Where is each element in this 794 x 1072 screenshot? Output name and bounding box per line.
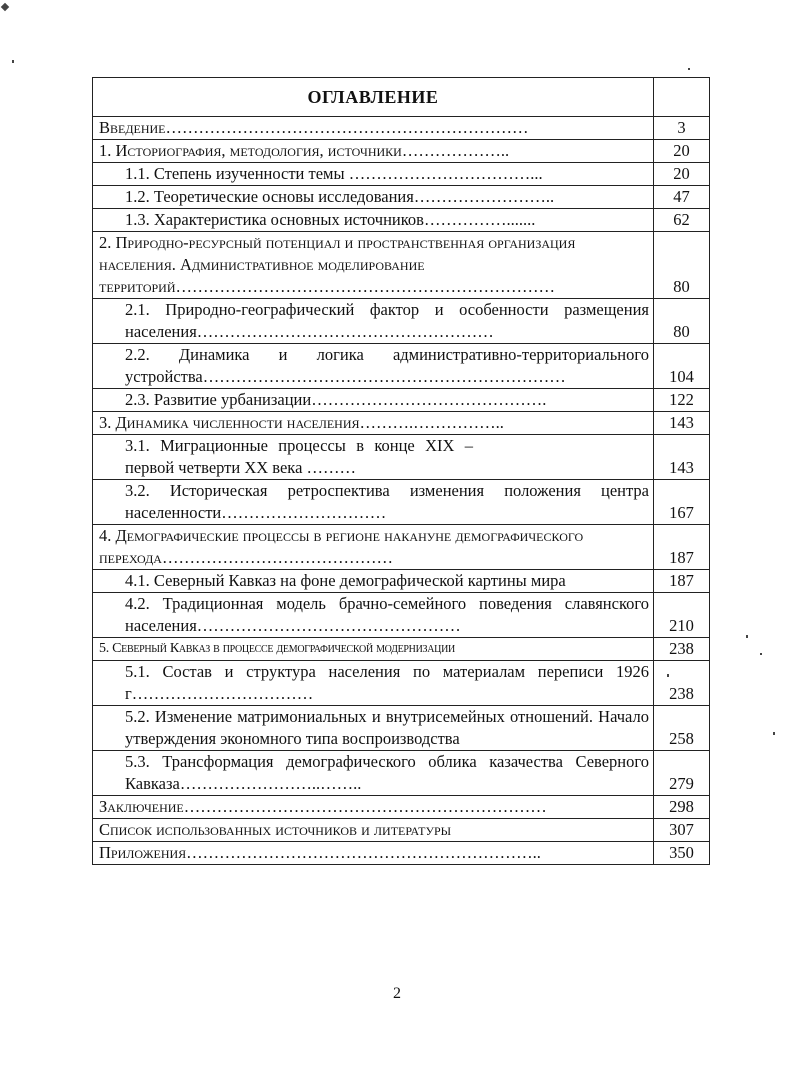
toc-entry-section-3-1: 3.1. Миграционные процессы в конце XIX – первой четверти XX века ……… (93, 435, 654, 480)
toc-entry-section-1-1: 1.1. Степень изученности темы ……………………………... (93, 163, 654, 186)
toc-heading-page-cell (654, 78, 710, 117)
toc-row (93, 480, 710, 525)
toc-row (93, 435, 710, 480)
toc-row (93, 163, 710, 186)
toc-page-number: 167 (654, 480, 710, 525)
toc-page-number: 258 (654, 706, 710, 751)
toc-entry-section-2-3: 2.3. Развитие урбанизации……………………………………. (93, 389, 654, 412)
toc-page-number: 298 (654, 796, 710, 819)
toc-page-number: 238 (654, 638, 710, 661)
toc-page-number: 80 (654, 232, 710, 299)
toc-row (93, 117, 710, 140)
toc-row (93, 842, 710, 865)
toc-heading-row (93, 78, 710, 117)
toc-row (93, 232, 710, 299)
toc-row (93, 593, 710, 638)
toc-row (93, 819, 710, 842)
toc-entry-section-4-2: 4.2. Традиционная модель брачно-семейного поведения славянского населения………………………………………… (93, 593, 654, 638)
toc-page-number: 143 (654, 435, 710, 480)
toc-entry-section-2-1: 2.1. Природно-географический фактор и особенности размещения населения……………………………………………… (93, 299, 654, 344)
toc-row (93, 796, 710, 819)
toc-entry-section-1-2: 1.2. Теоретические основы исследования…………………….. (93, 186, 654, 209)
toc-page-number: 307 (654, 819, 710, 842)
scan-speck (760, 653, 762, 655)
toc-page-number: 62 (654, 209, 710, 232)
scan-speck (746, 635, 748, 638)
toc-row (93, 186, 710, 209)
toc-row (93, 751, 710, 796)
scan-speck (773, 732, 775, 735)
scan-speck (1, 3, 9, 11)
toc-entry-chapter-1: 1. Историография, методология, источники……………….. (93, 140, 654, 163)
toc-page-number: 3 (654, 117, 710, 140)
toc-entry-section-3-2: 3.2. Историческая ретроспектива изменения положения центра населенности………………………… (93, 480, 654, 525)
toc-entry-section-4-1: 4.1. Северный Кавказ на фоне демографической картины мира (93, 570, 654, 593)
toc-entry-section-5-3: 5.3. Трансформация демографического облика казачества Северного Кавказа……………………..…….. (93, 751, 654, 796)
toc-page-number: 122 (654, 389, 710, 412)
toc-page-number: 20 (654, 163, 710, 186)
toc-row (93, 638, 710, 661)
toc-entry-conclusion: Заключение………………………………………………………… (93, 796, 654, 819)
table-of-contents (92, 77, 710, 865)
toc-row (93, 412, 710, 435)
toc-page-number: 279 (654, 751, 710, 796)
toc-page-number: 80 (654, 299, 710, 344)
toc-page-number: 143 (654, 412, 710, 435)
toc-entry-appendices: Приложения……………………………………………………….. (93, 842, 654, 865)
page-number: 2 (393, 985, 401, 1002)
toc-entry-chapter-4: 4. Демографические процессы в регионе накануне демографического перехода…………………………………… (93, 525, 654, 570)
toc-page-number: 187 (654, 525, 710, 570)
toc-page-number: 187 (654, 570, 710, 593)
toc-heading: ОГЛАВЛЕНИЕ (93, 78, 654, 117)
toc-page-number: 47 (654, 186, 710, 209)
toc-page-number: 350 (654, 842, 710, 865)
toc-entry-intro: Введение………………………………………………………… (93, 117, 654, 140)
toc-row (93, 299, 710, 344)
toc-entry-section-5-2: 5.2. Изменение матримониальных и внутрисемейных отношений. Начало утверждения экономного типа воспроизводства (93, 706, 654, 751)
toc-entry-chapter-5: 5. Северный Кавказ в процессе демографической модернизации (93, 638, 654, 661)
toc-entry-chapter-3: 3. Динамика численности населения……….…………….. (93, 412, 654, 435)
toc-entry-section-5-1: 5.1. Состав и структура населения по материалам переписи 1926 г…………………………… (93, 661, 654, 706)
toc-entry-chapter-2: 2. Природно-ресурсный потенциал и пространственная организация населения. Административное моделирование территорий…………………………………………………………… (93, 232, 654, 299)
toc-entry-section-2-2: 2.2. Динамика и логика административно-территориального устройства………………………………………………………… (93, 344, 654, 389)
toc-page-number: 20 (654, 140, 710, 163)
toc-row (93, 525, 710, 570)
toc-row (93, 389, 710, 412)
toc-page-number: 238 (654, 661, 710, 706)
scan-speck (667, 674, 669, 677)
scan-speck (688, 68, 690, 70)
toc-page-number: 104 (654, 344, 710, 389)
toc-entry-bibliography: Список использованных источников и литературы (93, 819, 654, 842)
scan-speck (12, 60, 14, 63)
toc-page-number: 210 (654, 593, 710, 638)
toc-row (93, 209, 710, 232)
toc-row (93, 140, 710, 163)
toc-entry-section-1-3: 1.3. Характеристика основных источников……………....... (93, 209, 654, 232)
toc-row (93, 706, 710, 751)
toc-row (93, 570, 710, 593)
toc-row (93, 344, 710, 389)
toc-row (93, 661, 710, 706)
